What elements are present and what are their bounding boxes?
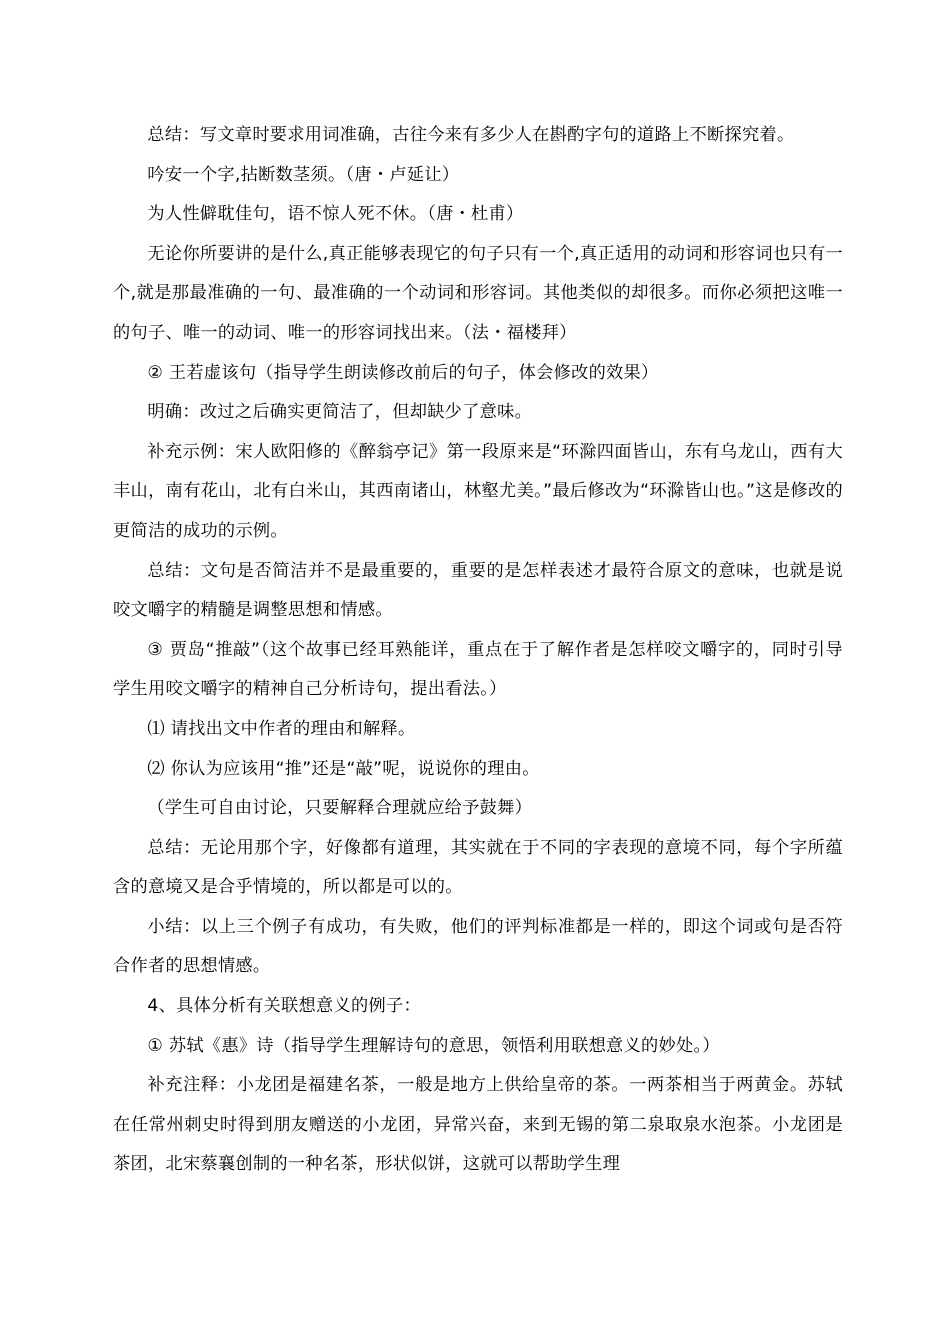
paragraph-question-1: ⑴ 请找出文中作者的理由和解释。 xyxy=(147,718,416,739)
paragraph-supplement-ouyang-xiu: 补充示例：宋人欧阳修的《醉翁亭记》第一段原来是“环滁四面皆山，东有乌龙山，西有大丰山，南有花山，北有白米山，其西南诸山，林壑尤美。”最后修改为“环滁皆山也。”这是修改的更简洁的成功的示例。 xyxy=(113,441,843,541)
paragraph-supplement-annotation: 补充注释：小龙团是福建名茶，一般是地方上供给皇帝的茶。一两茶相当于两黄金。苏轼在任常州刺史时得到朋友赠送的小龙团，异常兴奋，来到无锡的第二泉取泉水泡茶。小龙团是茶团，北宋蔡襄创制的一种名茶，形状似饼，这就可以帮助学生理 xyxy=(113,1075,843,1175)
paragraph-brief-summary: 小结：以上三个例子有成功，有失败，他们的评判标准都是一样的，即这个词或句是否符合作者的思想情感。 xyxy=(113,916,843,977)
paragraph-example-jia-dao: ③ 贾岛“推敲”（这个故事已经耳熟能详，重点在于了解作者是怎样咬文嚼字的，同时引导学生用咬文嚼字的精神自己分析诗句，提出看法。） xyxy=(113,639,843,700)
paragraph-summary-2: 总结：文句是否简洁并不是最重要的，重要的是怎样表述才最符合原文的意味，也就是说咬文嚼字的精髓是调整思想和情感。 xyxy=(113,560,843,621)
paragraph-quote-lu-yanrang: 吟安一个字,拈断数茎须。（唐・卢延让） xyxy=(147,164,460,185)
paragraph-clarification: 明确：改过之后确实更简洁了，但却缺少了意味。 xyxy=(147,402,533,423)
paragraph-quote-flaubert: 无论你所要讲的是什么,真正能够表现它的句子只有一个,真正适用的动词和形容词也只有一个,就是那最准确的一句、最准确的一个动词和形容词。其他类似的却很多。而你必须把这唯一的句子、唯一的动词、唯一的形容词找出来。（法・福楼拜） xyxy=(113,243,843,343)
paragraph-section-4: 4、具体分析有关联想意义的例子： xyxy=(147,996,421,1017)
paragraph-example-wang-ruoxu: ② 王若虚该句（指导学生朗读修改前后的句子，体会修改的效果） xyxy=(147,362,659,383)
document-body xyxy=(113,116,843,1185)
paragraph-quote-du-fu: 为人性僻耽佳句，语不惊人死不休。（唐・杜甫） xyxy=(147,204,524,225)
paragraph-example-su-shi: ① 苏轼《惠》诗（指导学生理解诗句的意思，领悟利用联想意义的妙处。） xyxy=(147,1035,720,1056)
paragraph-summary-1: 总结：写文章时要求用词准确，古往今来有多少人在斟酌字句的道路上不断探究着。 xyxy=(147,125,795,145)
paragraph-question-2: ⑵ 你认为应该用“推”还是“敲”呢，说说你的理由。 xyxy=(147,758,540,779)
paragraph-summary-3: 总结：无论用那个字，好像都有道理，其实就在于不同的字表现的意境不同，每个字所蕴含的意境又是合乎情境的，所以都是可以的。 xyxy=(113,837,843,898)
paragraph-discussion-note: （学生可自由讨论，只要解释合理就应给予鼓舞） xyxy=(147,798,533,819)
